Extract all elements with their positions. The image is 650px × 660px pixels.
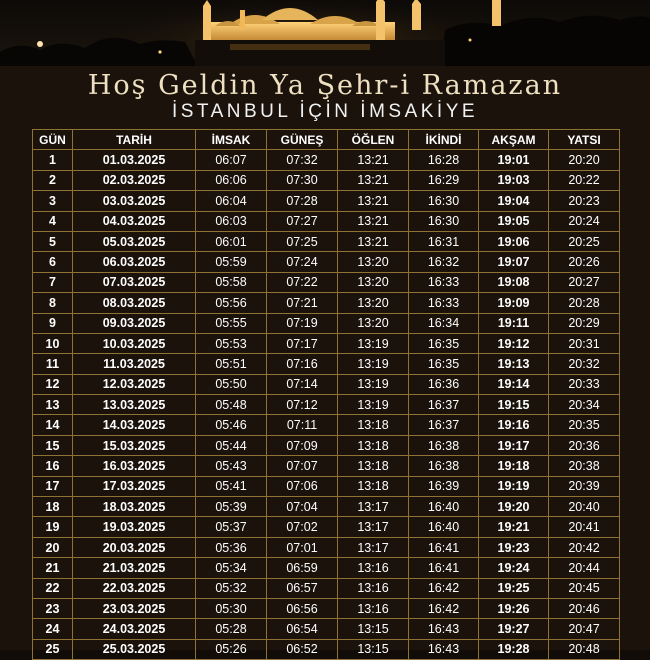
col-gun-cell: 6 bbox=[33, 252, 73, 272]
col-oglen-cell: 13:17 bbox=[338, 497, 409, 517]
col-gunes-cell: 07:02 bbox=[267, 517, 338, 537]
col-yatsi-cell: 20:33 bbox=[549, 374, 620, 394]
table-header-row bbox=[33, 130, 620, 150]
col-aksam-cell: 19:17 bbox=[479, 435, 549, 455]
col-aksam-cell: 19:19 bbox=[479, 476, 549, 496]
col-gunes-cell: 06:59 bbox=[267, 558, 338, 578]
col-gunes-cell: 07:30 bbox=[267, 170, 338, 190]
col-yatsi-cell: 20:41 bbox=[549, 517, 620, 537]
col-gun-cell: 4 bbox=[33, 211, 73, 231]
col-tarih-cell: 07.03.2025 bbox=[73, 272, 196, 292]
table-row bbox=[33, 313, 620, 333]
col-aksam-cell: 19:21 bbox=[479, 517, 549, 537]
col-tarih-cell: 01.03.2025 bbox=[73, 150, 196, 170]
col-tarih-cell: 08.03.2025 bbox=[73, 293, 196, 313]
col-imsak-cell: 05:37 bbox=[196, 517, 267, 537]
col-oglen-cell: 13:21 bbox=[338, 211, 409, 231]
col-yatsi-cell: 20:40 bbox=[549, 497, 620, 517]
table-row bbox=[33, 252, 620, 272]
col-oglen-cell: 13:18 bbox=[338, 476, 409, 496]
col-gunes-cell: 07:25 bbox=[267, 231, 338, 251]
col-gunes-cell: 07:27 bbox=[267, 211, 338, 231]
col-yatsi-cell: 20:23 bbox=[549, 191, 620, 211]
col-yatsi-cell: 20:34 bbox=[549, 395, 620, 415]
col-gunes-cell: 07:19 bbox=[267, 313, 338, 333]
col-gunes-cell: 07:01 bbox=[267, 537, 338, 557]
col-imsak-cell: 05:28 bbox=[196, 619, 267, 639]
col-gun-cell: 8 bbox=[33, 293, 73, 313]
col-imsak-cell: 06:03 bbox=[196, 211, 267, 231]
col-yatsi-cell: 20:22 bbox=[549, 170, 620, 190]
col-oglen-cell: 13:18 bbox=[338, 435, 409, 455]
col-tarih-cell: 09.03.2025 bbox=[73, 313, 196, 333]
col-imsak-cell: 05:48 bbox=[196, 395, 267, 415]
col-imsak-cell: 05:55 bbox=[196, 313, 267, 333]
col-gunes-cell: 06:52 bbox=[267, 639, 338, 659]
col-gunes-cell: 07:11 bbox=[267, 415, 338, 435]
col-aksam-cell: 19:18 bbox=[479, 456, 549, 476]
col-ikindi-cell: 16:33 bbox=[409, 293, 479, 313]
col-yatsi-header: YATSI bbox=[549, 130, 620, 150]
col-aksam-cell: 19:15 bbox=[479, 395, 549, 415]
col-tarih-cell: 16.03.2025 bbox=[73, 456, 196, 476]
col-tarih-cell: 25.03.2025 bbox=[73, 639, 196, 659]
col-gunes-cell: 07:22 bbox=[267, 272, 338, 292]
mosque-silhouette-image bbox=[0, 0, 650, 70]
col-gunes-cell: 07:12 bbox=[267, 395, 338, 415]
col-oglen-cell: 13:21 bbox=[338, 191, 409, 211]
col-tarih-cell: 12.03.2025 bbox=[73, 374, 196, 394]
col-gun-cell: 22 bbox=[33, 578, 73, 598]
col-ikindi-cell: 16:40 bbox=[409, 497, 479, 517]
col-ikindi-cell: 16:38 bbox=[409, 456, 479, 476]
col-ikindi-cell: 16:40 bbox=[409, 517, 479, 537]
col-tarih-cell: 21.03.2025 bbox=[73, 558, 196, 578]
col-yatsi-cell: 20:27 bbox=[549, 272, 620, 292]
col-yatsi-cell: 20:20 bbox=[549, 150, 620, 170]
col-tarih-cell: 24.03.2025 bbox=[73, 619, 196, 639]
col-tarih-cell: 19.03.2025 bbox=[73, 517, 196, 537]
col-aksam-cell: 19:09 bbox=[479, 293, 549, 313]
table-row bbox=[33, 456, 620, 476]
col-gun-cell: 17 bbox=[33, 476, 73, 496]
col-tarih-cell: 22.03.2025 bbox=[73, 578, 196, 598]
imsakiye-table bbox=[32, 129, 620, 660]
col-tarih-cell: 14.03.2025 bbox=[73, 415, 196, 435]
col-imsak-cell: 05:56 bbox=[196, 293, 267, 313]
col-ikindi-cell: 16:43 bbox=[409, 619, 479, 639]
col-yatsi-cell: 20:26 bbox=[549, 252, 620, 272]
col-gunes-cell: 07:06 bbox=[267, 476, 338, 496]
col-tarih-cell: 20.03.2025 bbox=[73, 537, 196, 557]
col-yatsi-cell: 20:38 bbox=[549, 456, 620, 476]
table-body bbox=[33, 150, 620, 660]
col-yatsi-cell: 20:36 bbox=[549, 435, 620, 455]
col-gunes-cell: 07:32 bbox=[267, 150, 338, 170]
col-aksam-cell: 19:26 bbox=[479, 598, 549, 618]
page-title: Hoş Geldin Ya Şehr-i Ramazan bbox=[87, 70, 563, 101]
table-row bbox=[33, 619, 620, 639]
col-gun-cell: 20 bbox=[33, 537, 73, 557]
col-tarih-cell: 17.03.2025 bbox=[73, 476, 196, 496]
col-yatsi-cell: 20:44 bbox=[549, 558, 620, 578]
col-ikindi-cell: 16:42 bbox=[409, 578, 479, 598]
col-yatsi-cell: 20:29 bbox=[549, 313, 620, 333]
col-imsak-cell: 06:06 bbox=[196, 170, 267, 190]
col-imsak-cell: 06:07 bbox=[196, 150, 267, 170]
col-oglen-cell: 13:21 bbox=[338, 150, 409, 170]
col-gun-cell: 13 bbox=[33, 395, 73, 415]
col-imsak-cell: 06:01 bbox=[196, 231, 267, 251]
col-gun-cell: 18 bbox=[33, 497, 73, 517]
col-ikindi-cell: 16:41 bbox=[409, 537, 479, 557]
col-yatsi-cell: 20:25 bbox=[549, 231, 620, 251]
col-ikindi-cell: 16:35 bbox=[409, 333, 479, 353]
col-aksam-cell: 19:16 bbox=[479, 415, 549, 435]
col-imsak-cell: 05:26 bbox=[196, 639, 267, 659]
col-gun-cell: 10 bbox=[33, 333, 73, 353]
col-oglen-cell: 13:18 bbox=[338, 456, 409, 476]
col-gunes-cell: 07:14 bbox=[267, 374, 338, 394]
col-tarih-cell: 02.03.2025 bbox=[73, 170, 196, 190]
col-gun-cell: 12 bbox=[33, 374, 73, 394]
col-gunes-cell: 07:07 bbox=[267, 456, 338, 476]
col-aksam-cell: 19:24 bbox=[479, 558, 549, 578]
col-ikindi-cell: 16:30 bbox=[409, 191, 479, 211]
col-ikindi-cell: 16:34 bbox=[409, 313, 479, 333]
table-row bbox=[33, 578, 620, 598]
table-row bbox=[33, 150, 620, 170]
col-aksam-cell: 19:23 bbox=[479, 537, 549, 557]
col-ikindi-cell: 16:43 bbox=[409, 639, 479, 659]
col-oglen-cell: 13:16 bbox=[338, 558, 409, 578]
col-gun-cell: 1 bbox=[33, 150, 73, 170]
col-imsak-cell: 05:39 bbox=[196, 497, 267, 517]
col-tarih-header: TARİH bbox=[73, 130, 196, 150]
col-yatsi-cell: 20:48 bbox=[549, 639, 620, 659]
col-gun-cell: 3 bbox=[33, 191, 73, 211]
col-oglen-cell: 13:19 bbox=[338, 333, 409, 353]
col-tarih-cell: 23.03.2025 bbox=[73, 598, 196, 618]
col-gun-cell: 25 bbox=[33, 639, 73, 659]
col-gun-cell: 24 bbox=[33, 619, 73, 639]
col-oglen-cell: 13:19 bbox=[338, 374, 409, 394]
col-aksam-cell: 19:27 bbox=[479, 619, 549, 639]
col-yatsi-cell: 20:31 bbox=[549, 333, 620, 353]
col-gun-cell: 16 bbox=[33, 456, 73, 476]
col-gun-cell: 11 bbox=[33, 354, 73, 374]
col-yatsi-cell: 20:28 bbox=[549, 293, 620, 313]
col-ikindi-cell: 16:36 bbox=[409, 374, 479, 394]
col-aksam-cell: 19:11 bbox=[479, 313, 549, 333]
col-imsak-cell: 05:32 bbox=[196, 578, 267, 598]
col-gunes-cell: 07:21 bbox=[267, 293, 338, 313]
col-imsak-cell: 05:50 bbox=[196, 374, 267, 394]
col-aksam-cell: 19:13 bbox=[479, 354, 549, 374]
col-gunes-cell: 06:57 bbox=[267, 578, 338, 598]
col-yatsi-cell: 20:24 bbox=[549, 211, 620, 231]
col-tarih-cell: 06.03.2025 bbox=[73, 252, 196, 272]
col-gunes-cell: 07:24 bbox=[267, 252, 338, 272]
col-gunes-cell: 07:28 bbox=[267, 191, 338, 211]
col-imsak-cell: 05:44 bbox=[196, 435, 267, 455]
mosque-night-photo bbox=[0, 0, 650, 70]
col-ikindi-cell: 16:35 bbox=[409, 354, 479, 374]
col-aksam-cell: 19:12 bbox=[479, 333, 549, 353]
col-imsak-cell: 05:59 bbox=[196, 252, 267, 272]
col-tarih-cell: 04.03.2025 bbox=[73, 211, 196, 231]
col-yatsi-cell: 20:32 bbox=[549, 354, 620, 374]
col-gunes-cell: 07:09 bbox=[267, 435, 338, 455]
col-gunes-cell: 07:17 bbox=[267, 333, 338, 353]
col-gunes-cell: 07:16 bbox=[267, 354, 338, 374]
col-aksam-cell: 19:20 bbox=[479, 497, 549, 517]
col-gunes-cell: 06:54 bbox=[267, 619, 338, 639]
col-ikindi-cell: 16:33 bbox=[409, 272, 479, 292]
col-oglen-cell: 13:17 bbox=[338, 537, 409, 557]
col-gunes-cell: 07:04 bbox=[267, 497, 338, 517]
table-row bbox=[33, 517, 620, 537]
col-ikindi-cell: 16:29 bbox=[409, 170, 479, 190]
table-row bbox=[33, 639, 620, 659]
table-row bbox=[33, 537, 620, 557]
table-row bbox=[33, 497, 620, 517]
col-oglen-cell: 13:15 bbox=[338, 619, 409, 639]
table-row bbox=[33, 333, 620, 353]
table-row bbox=[33, 598, 620, 618]
col-tarih-cell: 11.03.2025 bbox=[73, 354, 196, 374]
col-aksam-header: AKŞAM bbox=[479, 130, 549, 150]
col-aksam-cell: 19:14 bbox=[479, 374, 549, 394]
table-row bbox=[33, 293, 620, 313]
col-ikindi-cell: 16:37 bbox=[409, 415, 479, 435]
col-aksam-cell: 19:03 bbox=[479, 170, 549, 190]
col-imsak-cell: 05:43 bbox=[196, 456, 267, 476]
col-ikindi-cell: 16:31 bbox=[409, 231, 479, 251]
col-tarih-cell: 05.03.2025 bbox=[73, 231, 196, 251]
col-gun-cell: 19 bbox=[33, 517, 73, 537]
col-gun-header: GÜN bbox=[33, 130, 73, 150]
col-oglen-cell: 13:20 bbox=[338, 293, 409, 313]
col-yatsi-cell: 20:46 bbox=[549, 598, 620, 618]
table-row bbox=[33, 435, 620, 455]
col-tarih-cell: 15.03.2025 bbox=[73, 435, 196, 455]
col-ikindi-cell: 16:32 bbox=[409, 252, 479, 272]
table-row bbox=[33, 395, 620, 415]
col-oglen-cell: 13:21 bbox=[338, 170, 409, 190]
col-aksam-cell: 19:25 bbox=[479, 578, 549, 598]
col-oglen-cell: 13:15 bbox=[338, 639, 409, 659]
col-tarih-cell: 10.03.2025 bbox=[73, 333, 196, 353]
col-imsak-cell: 05:51 bbox=[196, 354, 267, 374]
col-imsak-cell: 05:46 bbox=[196, 415, 267, 435]
table-row bbox=[33, 272, 620, 292]
col-oglen-header: ÖĞLEN bbox=[338, 130, 409, 150]
col-aksam-cell: 19:01 bbox=[479, 150, 549, 170]
col-yatsi-cell: 20:35 bbox=[549, 415, 620, 435]
col-oglen-cell: 13:17 bbox=[338, 517, 409, 537]
col-aksam-cell: 19:28 bbox=[479, 639, 549, 659]
col-oglen-cell: 13:20 bbox=[338, 313, 409, 333]
col-yatsi-cell: 20:45 bbox=[549, 578, 620, 598]
col-gun-cell: 15 bbox=[33, 435, 73, 455]
col-gun-cell: 9 bbox=[33, 313, 73, 333]
col-gunes-cell: 06:56 bbox=[267, 598, 338, 618]
col-oglen-cell: 13:16 bbox=[338, 578, 409, 598]
col-aksam-cell: 19:07 bbox=[479, 252, 549, 272]
col-imsak-cell: 06:04 bbox=[196, 191, 267, 211]
table-row bbox=[33, 191, 620, 211]
col-imsak-cell: 05:34 bbox=[196, 558, 267, 578]
col-gun-cell: 5 bbox=[33, 231, 73, 251]
table-row bbox=[33, 354, 620, 374]
col-gunes-header: GÜNEŞ bbox=[267, 130, 338, 150]
col-ikindi-cell: 16:42 bbox=[409, 598, 479, 618]
col-gun-cell: 2 bbox=[33, 170, 73, 190]
col-ikindi-cell: 16:39 bbox=[409, 476, 479, 496]
table-row bbox=[33, 374, 620, 394]
col-aksam-cell: 19:05 bbox=[479, 211, 549, 231]
col-gun-cell: 23 bbox=[33, 598, 73, 618]
col-aksam-cell: 19:04 bbox=[479, 191, 549, 211]
col-aksam-cell: 19:06 bbox=[479, 231, 549, 251]
col-yatsi-cell: 20:42 bbox=[549, 537, 620, 557]
col-yatsi-cell: 20:47 bbox=[549, 619, 620, 639]
col-tarih-cell: 13.03.2025 bbox=[73, 395, 196, 415]
col-ikindi-cell: 16:41 bbox=[409, 558, 479, 578]
col-tarih-cell: 03.03.2025 bbox=[73, 191, 196, 211]
col-gun-cell: 7 bbox=[33, 272, 73, 292]
col-oglen-cell: 13:20 bbox=[338, 252, 409, 272]
col-imsak-cell: 05:30 bbox=[196, 598, 267, 618]
col-ikindi-cell: 16:30 bbox=[409, 211, 479, 231]
col-gun-cell: 14 bbox=[33, 415, 73, 435]
col-imsak-cell: 05:58 bbox=[196, 272, 267, 292]
table-row bbox=[33, 558, 620, 578]
col-imsak-cell: 05:36 bbox=[196, 537, 267, 557]
col-tarih-cell: 18.03.2025 bbox=[73, 497, 196, 517]
col-oglen-cell: 13:20 bbox=[338, 272, 409, 292]
col-oglen-cell: 13:21 bbox=[338, 231, 409, 251]
col-oglen-cell: 13:16 bbox=[338, 598, 409, 618]
col-imsak-cell: 05:53 bbox=[196, 333, 267, 353]
col-gun-cell: 21 bbox=[33, 558, 73, 578]
col-ikindi-cell: 16:28 bbox=[409, 150, 479, 170]
col-imsak-cell: 05:41 bbox=[196, 476, 267, 496]
table-row bbox=[33, 415, 620, 435]
col-yatsi-cell: 20:39 bbox=[549, 476, 620, 496]
table-row bbox=[33, 476, 620, 496]
col-aksam-cell: 19:08 bbox=[479, 272, 549, 292]
col-ikindi-header: İKİNDİ bbox=[409, 130, 479, 150]
col-ikindi-cell: 16:37 bbox=[409, 395, 479, 415]
col-oglen-cell: 13:19 bbox=[338, 354, 409, 374]
table-row bbox=[33, 211, 620, 231]
table-row bbox=[33, 231, 620, 251]
page-subtitle: İSTANBUL İÇİN İMSAKİYE bbox=[171, 101, 479, 122]
col-oglen-cell: 13:18 bbox=[338, 415, 409, 435]
col-imsak-header: İMSAK bbox=[196, 130, 267, 150]
col-ikindi-cell: 16:38 bbox=[409, 435, 479, 455]
table-row bbox=[33, 170, 620, 190]
col-oglen-cell: 13:19 bbox=[338, 395, 409, 415]
